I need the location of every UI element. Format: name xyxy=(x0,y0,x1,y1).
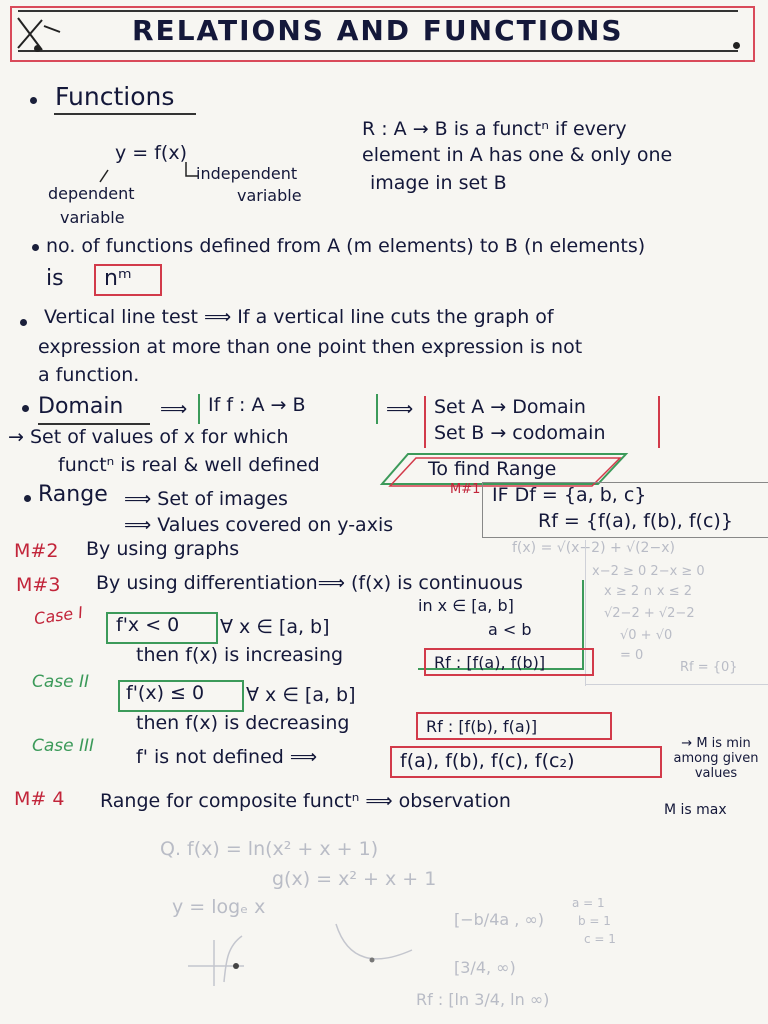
case-2-condition-box: f'(x) ≤ 0 xyxy=(118,680,244,712)
case-1-domain: ∀ x ∈ [a, b] xyxy=(220,616,330,638)
underline xyxy=(38,423,150,425)
faint-c: c = 1 xyxy=(584,932,616,946)
dependent-label: dependent xyxy=(48,184,135,203)
functions-heading: Functions xyxy=(55,82,175,111)
faint-sketch-graphs xyxy=(180,910,420,990)
method-3-interval: in x ∈ [a, b] xyxy=(418,596,514,615)
range-label: Range xyxy=(38,482,108,507)
faint-note: √0 + √0 xyxy=(620,628,673,643)
method-3-label: M#3 xyxy=(16,574,61,596)
case-3-label: Case III xyxy=(32,736,95,756)
method-1-label: M#1 xyxy=(450,482,481,497)
to-find-range: To find Range xyxy=(428,458,557,480)
range-def-2: ⟹ Values covered on y-axis xyxy=(124,514,394,536)
faint-note: x−2 ≥ 0 2−x ≥ 0 xyxy=(592,564,705,579)
page-title: RELATIONS AND FUNCTIONS xyxy=(132,14,624,47)
bullet xyxy=(20,319,27,326)
faint-note: √2−2 + √2−2 xyxy=(604,606,695,621)
case-2-label: Case II xyxy=(32,672,90,692)
case-1-label: Case I xyxy=(32,602,85,629)
count-result-box: nᵐ xyxy=(94,264,162,296)
method-2-text: By using graphs xyxy=(86,538,240,560)
set-b: Set B → codomain xyxy=(434,422,606,444)
faint-a: a = 1 xyxy=(572,896,605,910)
faint-bracket: [3/4, ∞) xyxy=(454,958,516,977)
faint-note: f(x) = √(x−2) + √(2−x) xyxy=(512,540,675,556)
set-a: Set A → Domain xyxy=(434,396,586,418)
definition-line-1: R : A → B is a functⁿ if every xyxy=(362,118,627,140)
faint-question: Q. f(x) = ln(x² + x + 1) xyxy=(160,838,379,860)
rf-set: Rf = {f(a), f(b), f(c)} xyxy=(538,510,733,532)
if-df: IF Df = {a, b, c} xyxy=(492,484,647,506)
domain-def-1: → Set of values of x for which xyxy=(8,426,289,448)
case-1-condition-box: f'x < 0 xyxy=(106,612,218,644)
case-3-note: → M is min among given values xyxy=(673,736,759,781)
faint-rf: Rf : [ln 3/4, ln ∞) xyxy=(416,990,550,1009)
domain-arrow: ⟹ xyxy=(160,398,188,420)
case-1-range-box: Rf : [f(a), f(b)] xyxy=(424,648,594,676)
definition-line-2: element in A has one & only one xyxy=(362,144,673,166)
range-def-1: ⟹ Set of images xyxy=(124,488,288,510)
faint-g: g(x) = x² + x + 1 xyxy=(272,868,437,890)
faint-b: b = 1 xyxy=(578,914,611,928)
count-line: no. of functions defined from A (m elements) to B (n elements) xyxy=(46,235,646,257)
method-4-text: Range for composite functⁿ ⟹ observation xyxy=(100,790,511,812)
case-3-values-box: f(a), f(b), f(c), f(c₂) xyxy=(390,746,662,778)
method-4-note: M is max xyxy=(664,802,727,818)
equation: y = f(x) xyxy=(115,142,188,164)
variable-label-2: variable xyxy=(60,208,125,227)
case-2-then: then f(x) is decreasing xyxy=(136,712,350,734)
method-3-condition: a < b xyxy=(488,620,532,639)
definition-line-3: image in set B xyxy=(370,172,507,194)
variable-label-1: variable xyxy=(237,186,302,205)
case-2-range-box: Rf : [f(b), f(a)] xyxy=(416,712,612,740)
faint-note: x ≥ 2 ∩ x ≤ 2 xyxy=(604,584,693,599)
independent-label: independent xyxy=(196,164,298,183)
faint-fraction: [−b/4a , ∞) xyxy=(454,910,545,929)
vlt-line-1: Vertical line test ⟹ If a vertical line cuts the graph of xyxy=(44,306,554,328)
arrows-functions xyxy=(0,0,768,230)
method-2-label: M#2 xyxy=(14,540,59,562)
count-is: is xyxy=(46,266,64,291)
domain-if: If f : A → B xyxy=(198,394,378,424)
case-3-text: f' is not defined ⟹ xyxy=(136,746,318,768)
domain-def-2: functⁿ is real & well defined xyxy=(58,454,320,476)
vlt-line-2: expression at more than one point then expression is not xyxy=(38,336,583,358)
method-4-label: M# 4 xyxy=(14,788,65,810)
faint-note: Rf = {0} xyxy=(680,660,738,675)
method-3-text: By using differentiation⟹ (f(x) is continuous xyxy=(96,572,523,594)
faint-divider xyxy=(585,684,768,685)
case-2-domain: ∀ x ∈ [a, b] xyxy=(246,684,356,706)
domain-then: ⟹ xyxy=(386,398,414,420)
bullet xyxy=(24,495,31,502)
faint-note: = 0 xyxy=(620,648,644,663)
bullet xyxy=(32,244,39,251)
domain-label: Domain xyxy=(38,394,124,419)
faint-log: y = logₑ x xyxy=(172,896,266,918)
bullet xyxy=(22,405,29,412)
case-1-then: then f(x) is increasing xyxy=(136,644,344,666)
vlt-line-3: a function. xyxy=(38,364,140,386)
